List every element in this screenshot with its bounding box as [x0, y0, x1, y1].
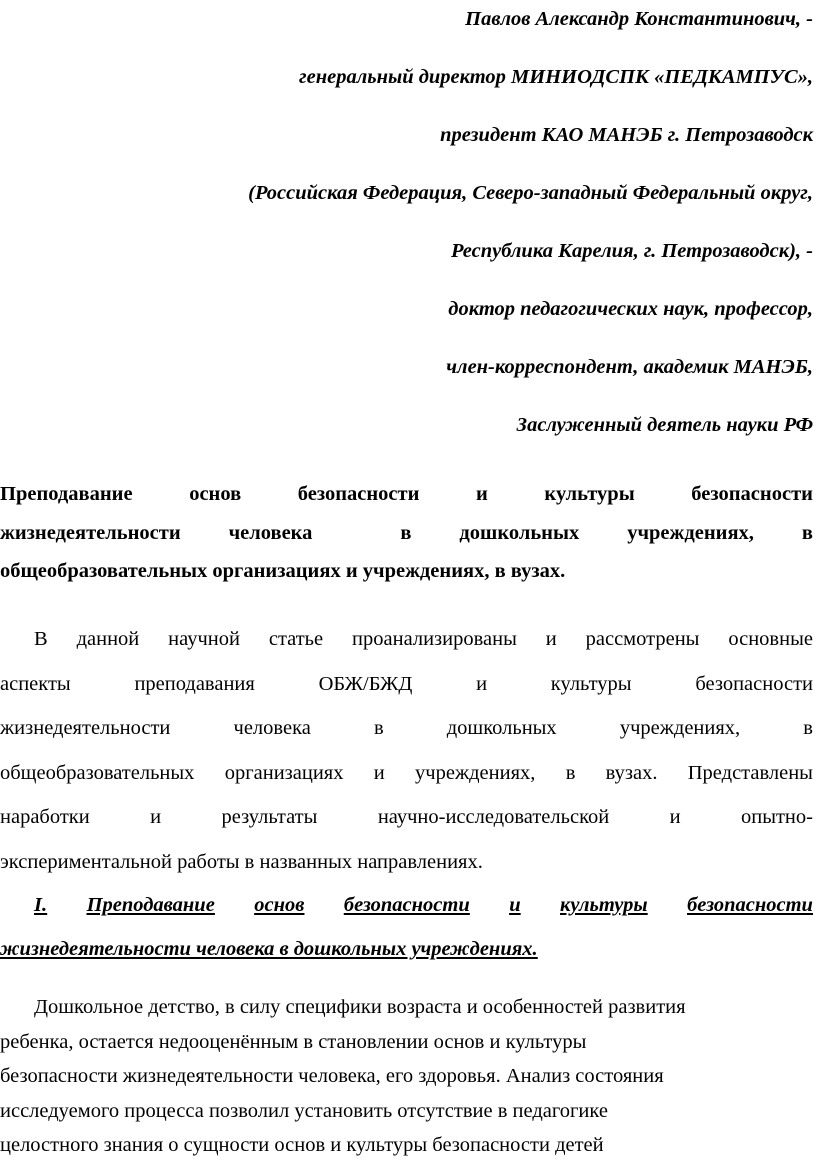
- body-paragraph: [0, 990, 813, 1163]
- abstract-word: дошкольных: [446, 717, 557, 739]
- abstract-line-1: [0, 617, 813, 662]
- body-line-5: целостного знания о сущности основ и культуры безопасности детей: [0, 1134, 604, 1156]
- abstract-word: в: [565, 761, 576, 784]
- heading-word: культуры: [560, 894, 648, 916]
- abstract-word: наработки: [0, 806, 90, 828]
- author-region: Республика Карелия, г. Петрозаводск), -: [450, 240, 813, 262]
- title-line-1: [0, 475, 813, 514]
- abstract-word: проанализированы: [352, 628, 517, 650]
- abstract-word: жизнедеятельности: [0, 717, 171, 739]
- abstract-word: учреждениях,: [415, 761, 536, 784]
- abstract-word: культуры: [550, 672, 632, 695]
- abstract-word: и: [669, 806, 681, 828]
- abstract-word: научной: [168, 628, 240, 650]
- title-line-3: общеобразовательных организациях и учреждениях, в вузах.: [0, 560, 566, 582]
- body-line-1: Дошкольное детство, в силу специфики возраста и особенностей развития: [34, 996, 686, 1018]
- title-word: культуры: [544, 483, 635, 505]
- abstract-word: основные: [728, 628, 813, 650]
- heading-word: безопасности: [343, 894, 470, 916]
- heading-word: и: [509, 894, 521, 916]
- abstract-word: общеобразовательных: [0, 761, 195, 784]
- title-word: в: [801, 521, 813, 544]
- title-word: в: [400, 521, 412, 544]
- author-presidency: президент КАО МАНЭБ г. Петрозаводск: [440, 124, 813, 146]
- author-academy: член-корреспондент, академик МАНЭБ,: [446, 356, 813, 378]
- body-line-4: исследуемого процесса позволил установить отсутствие в педагогике: [0, 1099, 608, 1122]
- author-location: (Российская Федерация, Северо-западный Федеральный округ,: [248, 182, 813, 204]
- title-word: человека: [228, 521, 313, 544]
- author-honor: Заслуженный деятель науки РФ: [516, 414, 813, 436]
- author-name: Павлов Александр Константинович, -: [465, 8, 813, 30]
- abstract-line-6: экспериментальной работы в названных направлениях.: [0, 850, 483, 873]
- section-heading-line-2: [0, 927, 813, 971]
- title-word: безопасности: [297, 483, 420, 505]
- abstract-word: в: [803, 717, 813, 739]
- heading-word: I.: [34, 894, 48, 916]
- title-word: безопасности: [691, 483, 813, 505]
- abstract-word: ОБЖ/БЖД: [318, 672, 413, 695]
- title-word: дошкольных: [459, 521, 580, 544]
- abstract-word: организациях: [224, 761, 344, 784]
- section-heading: [0, 883, 813, 971]
- body-line-2: ребенка, остается недооценённым в становлении основ и культуры: [0, 1030, 587, 1053]
- article-title: [0, 475, 813, 591]
- title-word: жизнедеятельности: [0, 521, 181, 544]
- author-degree: доктор педагогических наук, профессор,: [448, 298, 813, 320]
- heading-word: безопасности: [687, 894, 813, 916]
- abstract-word: В: [34, 628, 48, 650]
- abstract-word: вузах.: [605, 761, 658, 784]
- title-line-2: [0, 514, 813, 553]
- heading-word: Преподавание: [86, 894, 215, 916]
- body-line-3: безопасности жизнедеятельности человека, его здоровья. Анализ состояния: [0, 1065, 664, 1087]
- title-word: Преподавание: [0, 483, 133, 505]
- abstract-word: преподавания: [134, 672, 255, 695]
- title-word: и: [476, 483, 488, 505]
- abstract-line-5: [0, 795, 813, 840]
- abstract-word: и: [545, 628, 557, 650]
- section-heading-line-1: [0, 883, 813, 927]
- abstract-word: данной: [76, 628, 140, 650]
- abstract-word: результаты: [221, 806, 318, 828]
- abstract-line-3: [0, 706, 813, 751]
- abstract-word: и: [476, 672, 488, 695]
- abstract-word: и: [373, 761, 385, 784]
- heading-word: основ: [254, 894, 305, 916]
- abstract-word: учреждениях,: [619, 717, 741, 739]
- abstract-line-4: [0, 751, 813, 796]
- abstract-word: и: [150, 806, 162, 828]
- title-word: учреждениях,: [627, 521, 754, 544]
- abstract-word: рассмотрены: [585, 628, 700, 650]
- abstract-word: безопасности: [695, 672, 813, 695]
- abstract-word: в: [373, 717, 384, 739]
- abstract-word: опытно-: [740, 806, 813, 828]
- author-info: [113, 0, 813, 464]
- abstract-word: статье: [268, 628, 324, 650]
- abstract-word: человека: [233, 717, 311, 739]
- title-word: основ: [189, 483, 242, 505]
- abstract-word: Представлены: [687, 761, 813, 784]
- author-position: генеральный директор МИНИОДСПК «ПЕДКАМПУС»,: [299, 66, 813, 88]
- heading-text: жизнедеятельности человека в дошкольных учреждениях.: [0, 938, 538, 960]
- abstract-word: научно-исследовательской: [377, 806, 610, 828]
- abstract-paragraph: [0, 617, 813, 884]
- abstract-line-2: [0, 662, 813, 707]
- abstract-word: аспекты: [0, 672, 71, 695]
